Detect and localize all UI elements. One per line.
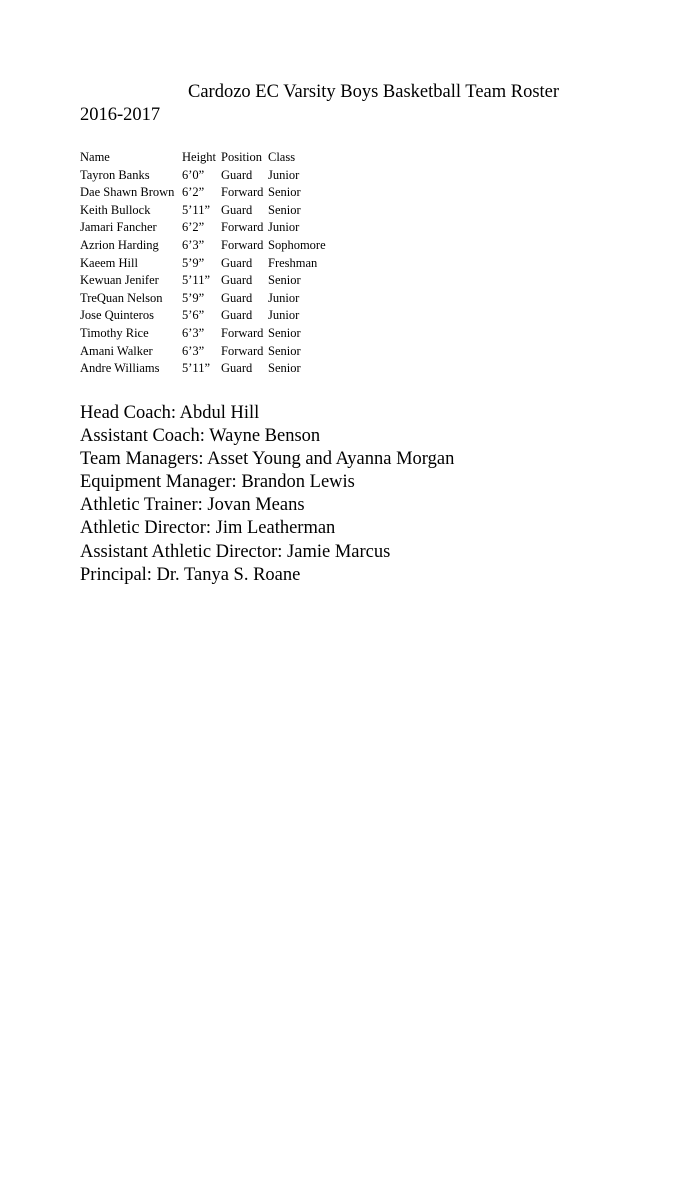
player-class: Senior [268, 273, 301, 288]
player-height: 5’6” [182, 308, 205, 323]
player-name: Dae Shawn Brown [80, 185, 175, 200]
player-name: Tayron Banks [80, 167, 150, 182]
player-position: Forward [221, 185, 264, 200]
player-class: Junior [268, 308, 300, 323]
player-position: Guard [221, 202, 253, 217]
player-name: Timothy Rice [80, 325, 149, 340]
staff-team-managers: Team Managers: Asset Young and Ayanna Morgan [80, 449, 455, 470]
player-height: 6’2” [182, 220, 205, 235]
player-class: Junior [268, 167, 300, 182]
player-height: 5’11” [182, 273, 210, 288]
header-name: Name [80, 150, 110, 164]
staff-list [80, 402, 454, 587]
staff-assistant-coach: Assistant Coach: Wayne Benson [80, 426, 321, 447]
player-position: Forward [221, 343, 264, 358]
player-name: Keith Bullock [80, 202, 151, 217]
player-name: Kaeem Hill [80, 255, 138, 270]
player-class: Senior [268, 185, 301, 200]
player-height: 6’3” [182, 325, 205, 340]
player-name: Azrion Harding [80, 237, 159, 252]
player-position: Guard [221, 308, 253, 323]
header-height: Height [182, 150, 217, 164]
staff-principal: Principal: Dr. Tanya S. Roane [80, 564, 301, 585]
player-position: Guard [221, 167, 253, 182]
player-height: 5’9” [182, 290, 205, 305]
header-class: Class [268, 150, 296, 164]
player-height: 6’3” [182, 343, 205, 358]
player-position: Guard [221, 273, 253, 288]
player-name: Amani Walker [80, 343, 153, 358]
player-position: Guard [221, 361, 253, 376]
player-name: Kewuan Jenifer [80, 273, 159, 288]
player-height: 6’0” [182, 167, 205, 182]
player-position: Guard [221, 255, 253, 270]
player-name: TreQuan Nelson [80, 290, 163, 305]
player-class: Senior [268, 343, 301, 358]
player-position: Forward [221, 220, 264, 235]
staff-assistant-athletic-director: Assistant Athletic Director: Jamie Marcus [80, 541, 391, 562]
staff-head-coach: Head Coach: Abdul Hill [80, 403, 260, 423]
document-title: Cardozo EC Varsity Boys Basketball Team Roster [188, 82, 560, 102]
staff-athletic-trainer: Athletic Trainer: Jovan Means [80, 495, 305, 516]
player-class: Freshman [268, 255, 318, 270]
player-name: Jose Quinteros [80, 308, 154, 323]
header-position: Position [221, 150, 262, 164]
player-position: Forward [221, 237, 264, 252]
player-class: Junior [268, 290, 300, 305]
player-class: Sophomore [268, 237, 326, 252]
player-name: Andre Williams [80, 361, 160, 376]
player-height: 5’11” [182, 361, 210, 376]
player-height: 6’3” [182, 237, 205, 252]
player-position: Guard [221, 290, 253, 305]
player-height: 6’2” [182, 185, 205, 200]
player-name: Jamari Fancher [80, 220, 157, 235]
season-label: 2016-2017 [80, 105, 161, 125]
staff-athletic-director: Athletic Director: Jim Leatherman [80, 518, 336, 539]
player-height: 5’9” [182, 255, 205, 270]
player-height: 5’11” [182, 202, 210, 217]
player-class: Senior [268, 202, 301, 217]
player-class: Senior [268, 361, 301, 376]
player-position: Forward [221, 325, 264, 340]
player-class: Senior [268, 325, 301, 340]
player-class: Junior [268, 220, 300, 235]
staff-equipment-manager: Equipment Manager: Brandon Lewis [80, 472, 355, 493]
